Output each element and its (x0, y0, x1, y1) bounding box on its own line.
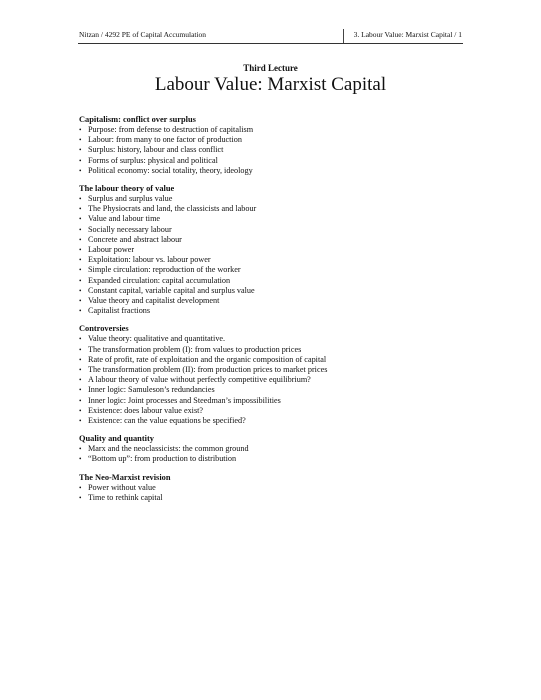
section-heading: Controversies (79, 324, 129, 334)
list-item (79, 334, 469, 344)
bullet-icon: • (79, 225, 82, 234)
list-item (79, 235, 469, 245)
bullet-icon: • (79, 246, 82, 255)
list-item-text: Surplus: history, labour and class conflict (88, 145, 224, 155)
bullet-icon: • (79, 256, 82, 265)
list-item-text: Purpose: from defense to destruction of capitalism (88, 125, 254, 134)
list-item (79, 135, 469, 145)
list-item-text: Power without value (88, 482, 156, 492)
list-item-text: Value and labour time (88, 214, 161, 224)
bullet-icon: • (79, 445, 82, 454)
list-item-text: Value theory and capitalist development (88, 296, 220, 306)
list-item-text: Socially necessary labour (88, 224, 172, 234)
bullet-icon: • (79, 483, 82, 492)
lecture-title-block (78, 62, 463, 96)
list-item (79, 276, 469, 286)
section-capitalism (79, 114, 469, 176)
section-heading: Quality and quantity (79, 434, 154, 444)
bullet-icon: • (79, 396, 82, 405)
list-item (79, 296, 469, 306)
bullet-list (79, 444, 469, 464)
bullet-list (79, 483, 469, 503)
bullet-icon: • (79, 366, 82, 375)
bullet-icon: • (79, 417, 82, 426)
bullet-icon: • (79, 493, 82, 502)
list-item-text: Capitalist fractions (88, 306, 151, 316)
list-item-text: Existence: does labour value exist? (88, 405, 204, 415)
bullet-icon: • (79, 215, 82, 224)
list-item-text: Expanded circulation: capital accumulation (88, 275, 231, 285)
list-item-text: Exploitation: labour vs. labour power (88, 255, 211, 265)
list-item-text: Marx and the neoclassicists: the common ground (88, 444, 249, 454)
list-item (79, 355, 469, 365)
bullet-icon: • (79, 345, 82, 354)
section-neo-marxist (79, 472, 469, 503)
list-item (79, 166, 469, 176)
list-item-text: The Physiocrats and land, the classicists and labour (88, 204, 257, 214)
bullet-icon: • (79, 286, 82, 295)
list-item-text: Existence: can the value equations be specified? (88, 416, 246, 426)
list-item (79, 145, 469, 155)
bullet-icon: • (79, 355, 82, 364)
bullet-icon: • (79, 335, 82, 344)
list-item (79, 245, 469, 255)
bullet-list (79, 334, 469, 426)
bullet-icon: • (79, 166, 82, 175)
bullet-icon: • (79, 455, 82, 464)
bullet-icon: • (79, 376, 82, 385)
list-item-text: Rate of profit, rate of exploitation and the organic composition of capital (88, 354, 327, 364)
list-item (79, 194, 469, 204)
bullet-list (79, 125, 469, 176)
list-item (79, 483, 469, 493)
list-item-text: Labour power (88, 245, 135, 255)
header-divider (343, 29, 344, 43)
list-item (79, 365, 469, 375)
bullet-icon: • (79, 205, 82, 214)
list-item (79, 444, 469, 454)
page-title: Labour Value: Marxist Capital (154, 74, 387, 95)
list-item (79, 493, 469, 503)
list-item-text: The transformation problem (I): from values to production prices (88, 344, 302, 354)
list-item (79, 156, 469, 166)
list-item-text: Constant capital, variable capital and surplus value (88, 285, 255, 295)
section-heading: Capitalism: conflict over surplus (79, 115, 196, 124)
list-item-text: Simple circulation: reproduction of the worker (88, 265, 241, 275)
bullet-icon: • (79, 276, 82, 285)
list-item-text: Inner logic: Samuleson’s redundancies (88, 385, 215, 395)
list-item (79, 125, 469, 135)
running-header (78, 29, 463, 44)
header-course-label: Nitzan / 4292 PE of Capital Accumulation (79, 30, 207, 39)
list-item (79, 225, 469, 235)
list-item (79, 255, 469, 265)
list-item-text: Surplus and surplus value (88, 194, 173, 204)
section-labour-theory (79, 183, 469, 316)
bullet-icon: • (79, 406, 82, 415)
bullet-icon: • (79, 307, 82, 316)
section-heading: The Neo-Marxist revision (79, 472, 171, 482)
list-item (79, 265, 469, 275)
list-item-text: Concrete and abstract labour (88, 234, 182, 244)
list-item (79, 396, 469, 406)
bullet-icon: • (79, 266, 82, 275)
lecture-outline (79, 114, 469, 510)
list-item-text: Labour: from many to one factor of production (88, 135, 242, 145)
list-item-text: The transformation problem (II): from production prices to market prices (88, 365, 328, 375)
list-item (79, 214, 469, 224)
list-item (79, 286, 469, 296)
list-item-text: Value theory: qualitative and quantitative. (88, 334, 226, 344)
bullet-icon: • (79, 146, 82, 155)
lecture-number: Third Lecture (243, 63, 298, 73)
bullet-icon: • (79, 126, 82, 134)
bullet-list (79, 194, 469, 316)
section-controversies (79, 323, 469, 426)
bullet-icon: • (79, 195, 82, 204)
header-page-label: 3. Labour Value: Marxist Capital / 1 (353, 30, 462, 39)
list-item (79, 306, 469, 316)
list-item (79, 375, 469, 385)
bullet-icon: • (79, 297, 82, 306)
list-item-text: Inner logic: Joint processes and Steedman’s impossibilities (88, 395, 281, 405)
list-item-text: A labour theory of value without perfectly competitive equilibrium? (88, 375, 311, 385)
list-item (79, 204, 469, 214)
section-heading: The labour theory of value (79, 184, 175, 194)
list-item-text: “Bottom up”: from production to distribution (88, 454, 237, 464)
list-item-text: Time to rethink capital (88, 492, 163, 502)
list-item (79, 345, 469, 355)
list-item (79, 406, 469, 416)
section-quality-quantity (79, 433, 469, 464)
list-item (79, 385, 469, 395)
bullet-icon: • (79, 386, 82, 395)
list-item-text: Forms of surplus: physical and political (88, 155, 218, 165)
list-item (79, 416, 469, 426)
bullet-icon: • (79, 156, 82, 165)
list-item (79, 454, 469, 464)
bullet-icon: • (79, 235, 82, 244)
bullet-icon: • (79, 136, 82, 145)
list-item-text: Political economy: social totality, theory, ideology (88, 165, 253, 175)
